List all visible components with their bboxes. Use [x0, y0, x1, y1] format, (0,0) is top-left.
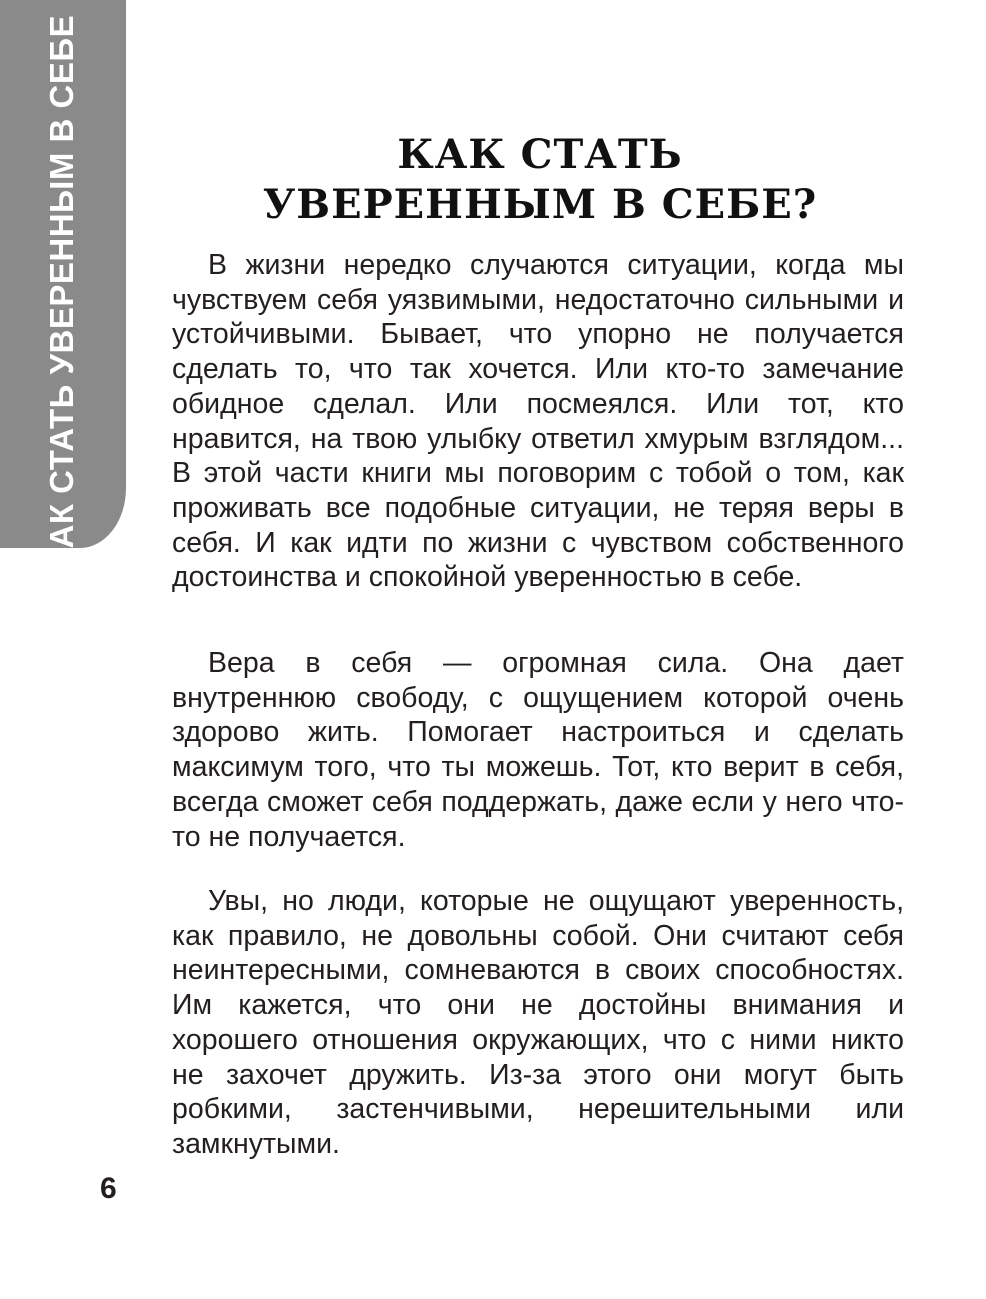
paragraph-3: Увы, но люди, которые не ощущают уверенность, как правило, не довольны собой. Они считают себя неинтересными, сомневаются в своих способностях. Им кажется, что они не достойны внимания и хорошего отношения окружающих, что с ними никто не захочет дружить. Из-за этого они могут быть робкими, застенчивыми, нерешительными или замкнутыми. — [172, 885, 904, 1160]
paragraph-1: В жизни нередко случаются ситуации, когда мы чувствуем себя уязвимыми, недостаточно сильными и устойчивыми. Бывает, что упорно не получается сделать то, что так хочется. Или кто-то замечание обидное сделал. Или посмеялся. Или тот, кто нравится, на твою улыбку ответил хмурым взглядом... В этой части книги мы поговорим с тобой о том, как проживать все подобные ситуации, не теряя веры в себя. И как идти по жизни с чувством собственного достоинства и спокойной уверенностью в себе. — [172, 249, 904, 594]
page-number: 6 — [100, 1172, 117, 1205]
chapter-side-tab — [0, 0, 126, 570]
paragraph-2: Вера в себя — огромная сила. Она дает внутреннюю свободу, с ощущением которой очень здорово жить. Помогает настроиться и сделать максимум того, что ты можешь. Тот, кто верит в себя, всегда сможет себя поддержать, даже если у него что-то не получается. — [172, 647, 904, 853]
chapter-title-line-2: УВЕРЕННЫМ В СЕБЕ? — [262, 181, 818, 228]
chapter-title — [170, 130, 910, 230]
chapter-title-line-1: КАК СТАТЬ — [397, 131, 683, 178]
chapter-side-tab-label: КАК СТАТЬ УВЕРЕННЫМ В СЕБЕ — [43, 14, 80, 570]
